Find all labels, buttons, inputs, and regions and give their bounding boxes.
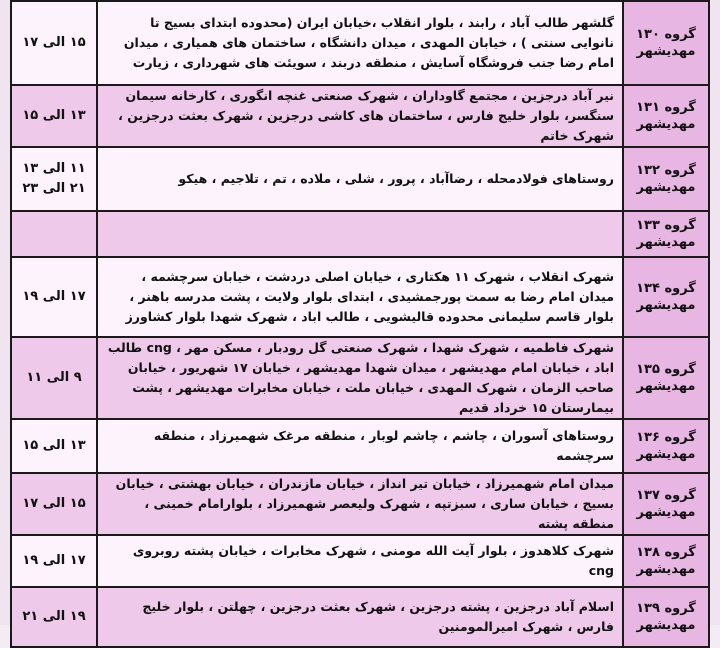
time-range: ۱۳ الی ۱۵ xyxy=(22,108,86,123)
group-name: گروه ۱۳۸ xyxy=(636,545,696,560)
group-city: مهدیشهر xyxy=(636,447,696,462)
group-city: مهدیشهر xyxy=(636,379,696,394)
group-cell xyxy=(623,473,709,535)
group-cell xyxy=(623,1,709,85)
group-city: مهدیشهر xyxy=(636,618,696,633)
table-row xyxy=(11,337,709,419)
group-cell xyxy=(623,337,709,419)
table-row xyxy=(11,211,709,257)
time-range: ۱۳ الی ۱۵ xyxy=(22,438,86,453)
group-city: مهدیشهر xyxy=(636,505,696,520)
time-range: ۱۷ الی ۱۹ xyxy=(22,553,86,568)
time-range: ۱۵ الی ۱۷ xyxy=(22,496,86,511)
group-city: مهدیشهر xyxy=(636,298,696,313)
time-range: ۲۱ الی ۲۳ xyxy=(22,181,86,196)
group-cell xyxy=(623,535,709,587)
table-row xyxy=(11,257,709,337)
group-name: گروه ۱۳۴ xyxy=(636,281,696,296)
group-cell xyxy=(623,257,709,337)
time-cell xyxy=(11,85,97,147)
areas-cell: میدان امام شهمیرزاد ، خیابان تیر انداز ، خیابان مازندران ، خیابان بهشتی ، خیابان بسیج ، خیابان ساری ، سبزتپه ، شهرک ولیعصر شهمیرزاد ، بلوارامام خمینی ، منطقه پشته xyxy=(97,473,623,535)
group-cell xyxy=(623,587,709,647)
areas-cell xyxy=(97,211,623,257)
time-cell xyxy=(11,147,97,211)
time-cell xyxy=(11,257,97,337)
areas-cell: شهرک کلاهدوز ، بلوار آیت الله مومنی ، شهرک مخابرات ، خیابان پشته روبروی cng xyxy=(97,535,623,587)
group-name: گروه ۱۳۲ xyxy=(636,163,696,178)
group-city: مهدیشهر xyxy=(636,117,696,132)
group-name: گروه ۱۳۱ xyxy=(636,100,696,115)
time-cell xyxy=(11,473,97,535)
areas-cell: شهرک انقلاب ، شهرک ۱۱ هکتاری ، خیابان اصلی دردشت ، خیابان سرچشمه ، میدان امام رضا به سمت پورجمشیدی ، ابتدای بلوار ولایت ، پشت مدرسه باهنر ، بلوار قاسم سلیمانی محدوده قالیشویی ، طالب اباد ، شهرک شهدا بلوار کشاورز xyxy=(97,257,623,337)
group-city: مهدیشهر xyxy=(636,562,696,577)
table-row xyxy=(11,85,709,147)
areas-cell: گلشهر طالب آباد ، رابند ، بلوار انقلاب ،خیابان ایران (محدوده ابتدای بسیج تا نانوایی سنتی ) ، خیابان المهدی ، میدان دانشگاه ، ساختمان های همیاری ، میدان امام رضا جنب فروشگاه آسایش ، منطقه دربند ، سویئت های شهرداری ، زیارت xyxy=(97,1,623,85)
areas-cell: روستاهای فولادمحله ، رضاآباد ، پرور ، شلی ، ملاده ، تم ، تلاجیم ، هیکو xyxy=(97,147,623,211)
time-range: ۱۱ الی ۱۳ xyxy=(22,161,86,176)
group-cell xyxy=(623,211,709,257)
table-row xyxy=(11,1,709,85)
time-range: ۱۵ الی ۱۷ xyxy=(22,35,86,50)
time-cell xyxy=(11,1,97,85)
group-name: گروه ۱۳۳ xyxy=(636,218,696,233)
table-row xyxy=(11,587,709,647)
time-range: ۱۷ الی ۱۹ xyxy=(22,289,86,304)
table-row xyxy=(11,147,709,211)
group-cell xyxy=(623,85,709,147)
areas-cell: اسلام آباد درجزین ، پشته درجزین ، شهرک بعثت درجزین ، چهلتن ، بلوار خلیج فارس ، شهرک امیرالمومنین xyxy=(97,587,623,647)
table-row xyxy=(11,419,709,473)
group-city: مهدیشهر xyxy=(636,235,696,250)
group-name: گروه ۱۳۷ xyxy=(636,488,696,503)
table-row xyxy=(11,473,709,535)
group-name: گروه ۱۳۶ xyxy=(636,430,696,445)
time-range: ۹ الی ۱۱ xyxy=(26,370,82,385)
group-cell xyxy=(623,419,709,473)
areas-cell: شهرک فاطمیه ، شهرک شهدا ، شهرک صنعتی گل رودبار ، مسکن مهر ، cng طالب اباد ، خیابان امام مهدیشهر ، میدان شهدا مهدیشهر ، خیابان ۱۷ شهریور ، خیابان صاحب الزمان ، شهرک المهدی ، خیابان ملت ، خیابان مخابرات مهدیشهر ، پشت بیمارستان ۱۵ خرداد قدیم xyxy=(97,337,623,419)
group-cell xyxy=(623,147,709,211)
group-name: گروه ۱۳۵ xyxy=(636,362,696,377)
group-city: مهدیشهر xyxy=(636,180,696,195)
group-city: مهدیشهر xyxy=(636,44,696,59)
outage-schedule-table xyxy=(10,0,710,648)
group-name: گروه ۱۳۹ xyxy=(636,601,696,616)
time-range: ۱۹ الی ۲۱ xyxy=(22,609,86,624)
areas-cell: نیر آباد درجزین ، مجتمع گاوداران ، شهرک صنعتی غنچه انگوری ، کارخانه سیمان سنگسر، بلوار خلیج فارس ، ساختمان های کاشی درجزین ، شهرک بعثت درجزین ، شهرک خاتم xyxy=(97,85,623,147)
time-cell xyxy=(11,211,97,257)
table-row xyxy=(11,535,709,587)
time-cell xyxy=(11,535,97,587)
time-cell xyxy=(11,419,97,473)
time-cell xyxy=(11,587,97,647)
group-name: گروه ۱۳۰ xyxy=(636,27,696,42)
areas-cell: روستاهای آسوران ، چاشم ، چاشم لوبار ، منطقه مرغک شهمیرزاد ، منطقه سرچشمه xyxy=(97,419,623,473)
time-cell xyxy=(11,337,97,419)
